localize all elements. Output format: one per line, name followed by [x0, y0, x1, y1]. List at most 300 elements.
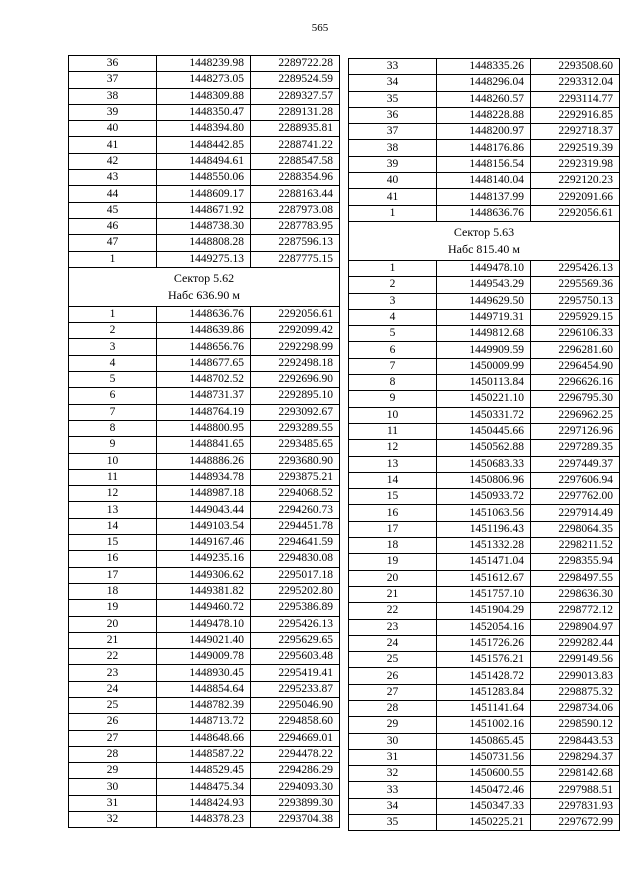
point-number: 34	[349, 798, 437, 814]
point-number: 5	[69, 372, 157, 388]
point-number: 33	[349, 59, 437, 75]
table-row	[349, 782, 620, 798]
y-coordinate: 2298875.32	[531, 684, 620, 700]
y-coordinate: 2289722.28	[251, 56, 340, 72]
x-coordinate: 1448636.76	[437, 205, 531, 221]
point-number: 30	[349, 733, 437, 749]
x-coordinate: 1448239.98	[157, 56, 251, 72]
x-coordinate: 1451063.56	[437, 505, 531, 521]
x-coordinate: 1448442.85	[157, 137, 251, 153]
table-row	[69, 453, 340, 469]
point-number: 11	[69, 469, 157, 485]
table-row	[69, 697, 340, 713]
x-coordinate: 1449103.54	[157, 518, 251, 534]
y-coordinate: 2298294.37	[531, 749, 620, 765]
point-number: 23	[349, 619, 437, 635]
x-coordinate: 1451428.72	[437, 668, 531, 684]
point-number: 32	[69, 812, 157, 828]
table-row	[69, 72, 340, 88]
x-coordinate: 1451002.16	[437, 717, 531, 733]
x-coordinate: 1450562.88	[437, 440, 531, 456]
table-row	[349, 342, 620, 358]
x-coordinate: 1448808.28	[157, 235, 251, 251]
point-number: 6	[69, 388, 157, 404]
x-coordinate: 1450472.46	[437, 782, 531, 798]
y-coordinate: 2295233.87	[251, 681, 340, 697]
y-coordinate: 2295426.13	[531, 260, 620, 276]
x-coordinate: 1448609.17	[157, 186, 251, 202]
x-coordinate: 1448782.39	[157, 697, 251, 713]
y-coordinate: 2287783.95	[251, 218, 340, 234]
point-number: 25	[69, 697, 157, 713]
point-number: 15	[69, 535, 157, 551]
table-row	[69, 567, 340, 583]
point-number: 46	[69, 218, 157, 234]
table-row	[69, 714, 340, 730]
point-number: 7	[69, 404, 157, 420]
point-number: 28	[69, 746, 157, 762]
y-coordinate: 2292056.61	[531, 205, 620, 221]
x-coordinate: 1451332.28	[437, 538, 531, 554]
table-row	[69, 388, 340, 404]
x-coordinate: 1448394.80	[157, 121, 251, 137]
point-number: 5	[349, 326, 437, 342]
y-coordinate: 2294093.30	[251, 779, 340, 795]
point-number: 37	[349, 124, 437, 140]
x-coordinate: 1448260.57	[437, 91, 531, 107]
point-number: 40	[349, 173, 437, 189]
y-coordinate: 2298772.12	[531, 603, 620, 619]
table-row	[349, 107, 620, 123]
coordinates-table-left	[68, 55, 340, 828]
point-number: 21	[349, 586, 437, 602]
table-row	[349, 717, 620, 733]
table-row	[349, 391, 620, 407]
table-row	[349, 700, 620, 716]
x-coordinate: 1451283.84	[437, 684, 531, 700]
y-coordinate: 2296962.25	[531, 407, 620, 423]
y-coordinate: 2299013.83	[531, 668, 620, 684]
point-number: 44	[69, 186, 157, 202]
table-row	[69, 104, 340, 120]
y-coordinate: 2293114.77	[531, 91, 620, 107]
x-coordinate: 1450806.96	[437, 472, 531, 488]
x-coordinate: 1449478.10	[437, 260, 531, 276]
x-coordinate: 1451196.43	[437, 521, 531, 537]
y-coordinate: 2293485.65	[251, 437, 340, 453]
y-coordinate: 2293312.04	[531, 75, 620, 91]
table-row	[349, 489, 620, 505]
point-number: 22	[349, 603, 437, 619]
y-coordinate: 2298142.68	[531, 766, 620, 782]
y-coordinate: 2293680.90	[251, 453, 340, 469]
x-coordinate: 1449275.13	[157, 251, 251, 267]
table-row	[69, 355, 340, 371]
y-coordinate: 2295426.13	[251, 616, 340, 632]
x-coordinate: 1448228.88	[437, 107, 531, 123]
y-coordinate: 2296281.60	[531, 342, 620, 358]
x-coordinate: 1449460.72	[157, 600, 251, 616]
table-row	[69, 372, 340, 388]
y-coordinate: 2288547.58	[251, 153, 340, 169]
y-coordinate: 2298355.94	[531, 554, 620, 570]
x-coordinate: 1448636.76	[157, 306, 251, 322]
y-coordinate: 2292718.37	[531, 124, 620, 140]
point-number: 27	[349, 684, 437, 700]
point-number: 20	[349, 570, 437, 586]
x-coordinate: 1450331.72	[437, 407, 531, 423]
table-row	[349, 586, 620, 602]
point-number: 1	[349, 260, 437, 276]
x-coordinate: 1450225.21	[437, 815, 531, 831]
point-number: 31	[69, 795, 157, 811]
table-row	[349, 75, 620, 91]
table-row	[349, 173, 620, 189]
point-number: 6	[349, 342, 437, 358]
table-row	[349, 358, 620, 374]
y-coordinate: 2293508.60	[531, 59, 620, 75]
y-coordinate: 2287973.08	[251, 202, 340, 218]
point-number: 13	[349, 456, 437, 472]
table-row	[69, 502, 340, 518]
sector-header-row	[69, 267, 340, 306]
table-row	[69, 437, 340, 453]
point-number: 43	[69, 170, 157, 186]
point-number: 8	[69, 420, 157, 436]
x-coordinate: 1450009.99	[437, 358, 531, 374]
table-row	[349, 619, 620, 635]
table-row	[349, 798, 620, 814]
point-number: 10	[69, 453, 157, 469]
table-row	[69, 486, 340, 502]
table-row	[349, 733, 620, 749]
table-row	[349, 570, 620, 586]
sector-title: Сектор 5.63	[453, 224, 515, 239]
table-row	[349, 205, 620, 221]
x-coordinate: 1451757.10	[437, 586, 531, 602]
sector-header-row	[349, 221, 620, 260]
point-number: 17	[69, 567, 157, 583]
table-row	[69, 153, 340, 169]
y-coordinate: 2297126.96	[531, 423, 620, 439]
point-number: 41	[69, 137, 157, 153]
y-coordinate: 2288935.81	[251, 121, 340, 137]
y-coordinate: 2293289.55	[251, 420, 340, 436]
x-coordinate: 1450113.84	[437, 375, 531, 391]
point-number: 8	[349, 375, 437, 391]
table-row	[69, 779, 340, 795]
point-number: 19	[69, 600, 157, 616]
y-coordinate: 2287775.15	[251, 251, 340, 267]
table-row	[69, 746, 340, 762]
x-coordinate: 1448731.37	[157, 388, 251, 404]
point-number: 17	[349, 521, 437, 537]
y-coordinate: 2294858.60	[251, 714, 340, 730]
point-number: 28	[349, 700, 437, 716]
y-coordinate: 2295569.36	[531, 277, 620, 293]
y-coordinate: 2292498.18	[251, 355, 340, 371]
x-coordinate: 1448335.26	[437, 59, 531, 75]
table-row	[69, 339, 340, 355]
x-coordinate: 1448854.64	[157, 681, 251, 697]
x-coordinate: 1450221.10	[437, 391, 531, 407]
x-coordinate: 1450865.45	[437, 733, 531, 749]
y-coordinate: 2294830.08	[251, 551, 340, 567]
y-coordinate: 2293092.67	[251, 404, 340, 420]
table-row	[349, 293, 620, 309]
y-coordinate: 2297762.00	[531, 489, 620, 505]
point-number: 14	[69, 518, 157, 534]
table-row	[69, 404, 340, 420]
point-number: 23	[69, 665, 157, 681]
point-number: 30	[69, 779, 157, 795]
table-row	[69, 56, 340, 72]
table-row	[349, 652, 620, 668]
y-coordinate: 2298734.06	[531, 700, 620, 716]
point-number: 11	[349, 423, 437, 439]
y-coordinate: 2297988.51	[531, 782, 620, 798]
table-row	[69, 469, 340, 485]
y-coordinate: 2294260.73	[251, 502, 340, 518]
table-row	[69, 218, 340, 234]
point-number: 21	[69, 632, 157, 648]
table-row	[69, 649, 340, 665]
x-coordinate: 1450731.56	[437, 749, 531, 765]
point-number: 22	[69, 649, 157, 665]
x-coordinate: 1449167.46	[157, 535, 251, 551]
point-number: 35	[349, 815, 437, 831]
y-coordinate: 2298497.55	[531, 570, 620, 586]
x-coordinate: 1449306.62	[157, 567, 251, 583]
point-number: 24	[69, 681, 157, 697]
table-row	[69, 137, 340, 153]
table-row	[349, 472, 620, 488]
sector-subtitle: Набс 636.90 м	[167, 287, 241, 302]
y-coordinate: 2292091.66	[531, 189, 620, 205]
x-coordinate: 1448350.47	[157, 104, 251, 120]
x-coordinate: 1449629.50	[437, 293, 531, 309]
x-coordinate: 1452054.16	[437, 619, 531, 635]
y-coordinate: 2298636.30	[531, 586, 620, 602]
y-coordinate: 2297289.35	[531, 440, 620, 456]
x-coordinate: 1450683.33	[437, 456, 531, 472]
point-number: 27	[69, 730, 157, 746]
table-row	[349, 326, 620, 342]
y-coordinate: 2288741.22	[251, 137, 340, 153]
point-number: 9	[69, 437, 157, 453]
point-number: 1	[69, 306, 157, 322]
y-coordinate: 2298211.52	[531, 538, 620, 554]
point-number: 36	[349, 107, 437, 123]
x-coordinate: 1448156.54	[437, 156, 531, 172]
table-row	[349, 684, 620, 700]
point-number: 4	[69, 355, 157, 371]
y-coordinate: 2297672.99	[531, 815, 620, 831]
table-row	[349, 538, 620, 554]
table-row	[349, 505, 620, 521]
point-number: 26	[69, 714, 157, 730]
x-coordinate: 1448587.22	[157, 746, 251, 762]
x-coordinate: 1448713.72	[157, 714, 251, 730]
point-number: 41	[349, 189, 437, 205]
table-row	[349, 766, 620, 782]
table-row	[349, 156, 620, 172]
point-number: 12	[349, 440, 437, 456]
x-coordinate: 1448378.23	[157, 812, 251, 828]
point-number: 16	[349, 505, 437, 521]
x-coordinate: 1448671.92	[157, 202, 251, 218]
y-coordinate: 2295750.13	[531, 293, 620, 309]
x-coordinate: 1448309.88	[157, 88, 251, 104]
x-coordinate: 1448841.65	[157, 437, 251, 453]
x-coordinate: 1448296.04	[437, 75, 531, 91]
coordinates-table-body	[69, 56, 340, 828]
point-number: 39	[349, 156, 437, 172]
y-coordinate: 2295603.48	[251, 649, 340, 665]
point-number: 1	[349, 205, 437, 221]
point-number: 16	[69, 551, 157, 567]
y-coordinate: 2297606.94	[531, 472, 620, 488]
x-coordinate: 1449719.31	[437, 309, 531, 325]
point-number: 20	[69, 616, 157, 632]
x-coordinate: 1448529.45	[157, 763, 251, 779]
table-row	[349, 521, 620, 537]
point-number: 10	[349, 407, 437, 423]
y-coordinate: 2296106.33	[531, 326, 620, 342]
y-coordinate: 2295386.89	[251, 600, 340, 616]
y-coordinate: 2292319.98	[531, 156, 620, 172]
table-row	[69, 170, 340, 186]
table-row	[349, 668, 620, 684]
x-coordinate: 1448494.61	[157, 153, 251, 169]
point-number: 45	[69, 202, 157, 218]
y-coordinate: 2299282.44	[531, 635, 620, 651]
x-coordinate: 1449812.68	[437, 326, 531, 342]
point-number: 33	[349, 782, 437, 798]
sector-title: Сектор 5.62	[173, 270, 235, 285]
y-coordinate: 2289524.59	[251, 72, 340, 88]
y-coordinate: 2292696.90	[251, 372, 340, 388]
y-coordinate: 2294669.01	[251, 730, 340, 746]
table-row	[69, 616, 340, 632]
coordinates-table-right	[348, 58, 620, 831]
table-row	[349, 375, 620, 391]
point-number: 7	[349, 358, 437, 374]
y-coordinate: 2292916.85	[531, 107, 620, 123]
table-row	[69, 665, 340, 681]
x-coordinate: 1448648.66	[157, 730, 251, 746]
y-coordinate: 2294641.59	[251, 535, 340, 551]
point-number: 2	[69, 323, 157, 339]
point-number: 18	[349, 538, 437, 554]
point-number: 39	[69, 104, 157, 120]
y-coordinate: 2293899.30	[251, 795, 340, 811]
x-coordinate: 1448140.04	[437, 173, 531, 189]
x-coordinate: 1449909.59	[437, 342, 531, 358]
table-row	[349, 456, 620, 472]
point-number: 3	[69, 339, 157, 355]
table-row	[69, 88, 340, 104]
y-coordinate: 2296795.30	[531, 391, 620, 407]
y-coordinate: 2293704.38	[251, 812, 340, 828]
table-row	[69, 535, 340, 551]
x-coordinate: 1450600.55	[437, 766, 531, 782]
table-row	[69, 681, 340, 697]
x-coordinate: 1450445.66	[437, 423, 531, 439]
y-coordinate: 2288163.44	[251, 186, 340, 202]
y-coordinate: 2296626.16	[531, 375, 620, 391]
table-row	[349, 635, 620, 651]
table-row	[349, 140, 620, 156]
x-coordinate: 1451904.29	[437, 603, 531, 619]
point-number: 12	[69, 486, 157, 502]
y-coordinate: 2298590.12	[531, 717, 620, 733]
point-number: 36	[69, 56, 157, 72]
table-row	[69, 600, 340, 616]
x-coordinate: 1451576.21	[437, 652, 531, 668]
table-row	[349, 554, 620, 570]
table-row	[69, 306, 340, 322]
x-coordinate: 1448800.95	[157, 420, 251, 436]
point-number: 1	[69, 251, 157, 267]
table-row	[349, 603, 620, 619]
y-coordinate: 2295046.90	[251, 697, 340, 713]
table-row	[349, 407, 620, 423]
y-coordinate: 2292099.42	[251, 323, 340, 339]
x-coordinate: 1448934.78	[157, 469, 251, 485]
table-row	[69, 730, 340, 746]
x-coordinate: 1449009.78	[157, 649, 251, 665]
y-coordinate: 2297914.49	[531, 505, 620, 521]
y-coordinate: 2292056.61	[251, 306, 340, 322]
point-number: 40	[69, 121, 157, 137]
x-coordinate: 1451612.67	[437, 570, 531, 586]
point-number: 47	[69, 235, 157, 251]
point-number: 14	[349, 472, 437, 488]
y-coordinate: 2289327.57	[251, 88, 340, 104]
x-coordinate: 1451471.04	[437, 554, 531, 570]
point-number: 32	[349, 766, 437, 782]
point-number: 37	[69, 72, 157, 88]
y-coordinate: 2298904.97	[531, 619, 620, 635]
point-number: 18	[69, 583, 157, 599]
coordinates-table-body	[349, 59, 620, 831]
x-coordinate: 1448702.52	[157, 372, 251, 388]
x-coordinate: 1448137.99	[437, 189, 531, 205]
x-coordinate: 1449543.29	[437, 277, 531, 293]
table-row	[69, 121, 340, 137]
table-row	[69, 795, 340, 811]
x-coordinate: 1448273.05	[157, 72, 251, 88]
x-coordinate: 1448764.19	[157, 404, 251, 420]
x-coordinate: 1448656.76	[157, 339, 251, 355]
y-coordinate: 2295017.18	[251, 567, 340, 583]
point-number: 38	[69, 88, 157, 104]
y-coordinate: 2297449.37	[531, 456, 620, 472]
table-row	[69, 763, 340, 779]
x-coordinate: 1448987.18	[157, 486, 251, 502]
y-coordinate: 2294286.29	[251, 763, 340, 779]
page-number: 565	[311, 22, 329, 34]
table-row	[349, 260, 620, 276]
table-row	[69, 202, 340, 218]
y-coordinate: 2298443.53	[531, 733, 620, 749]
y-coordinate: 2294451.78	[251, 518, 340, 534]
y-coordinate: 2295202.80	[251, 583, 340, 599]
x-coordinate: 1448475.34	[157, 779, 251, 795]
y-coordinate: 2292895.10	[251, 388, 340, 404]
y-coordinate: 2293875.21	[251, 469, 340, 485]
